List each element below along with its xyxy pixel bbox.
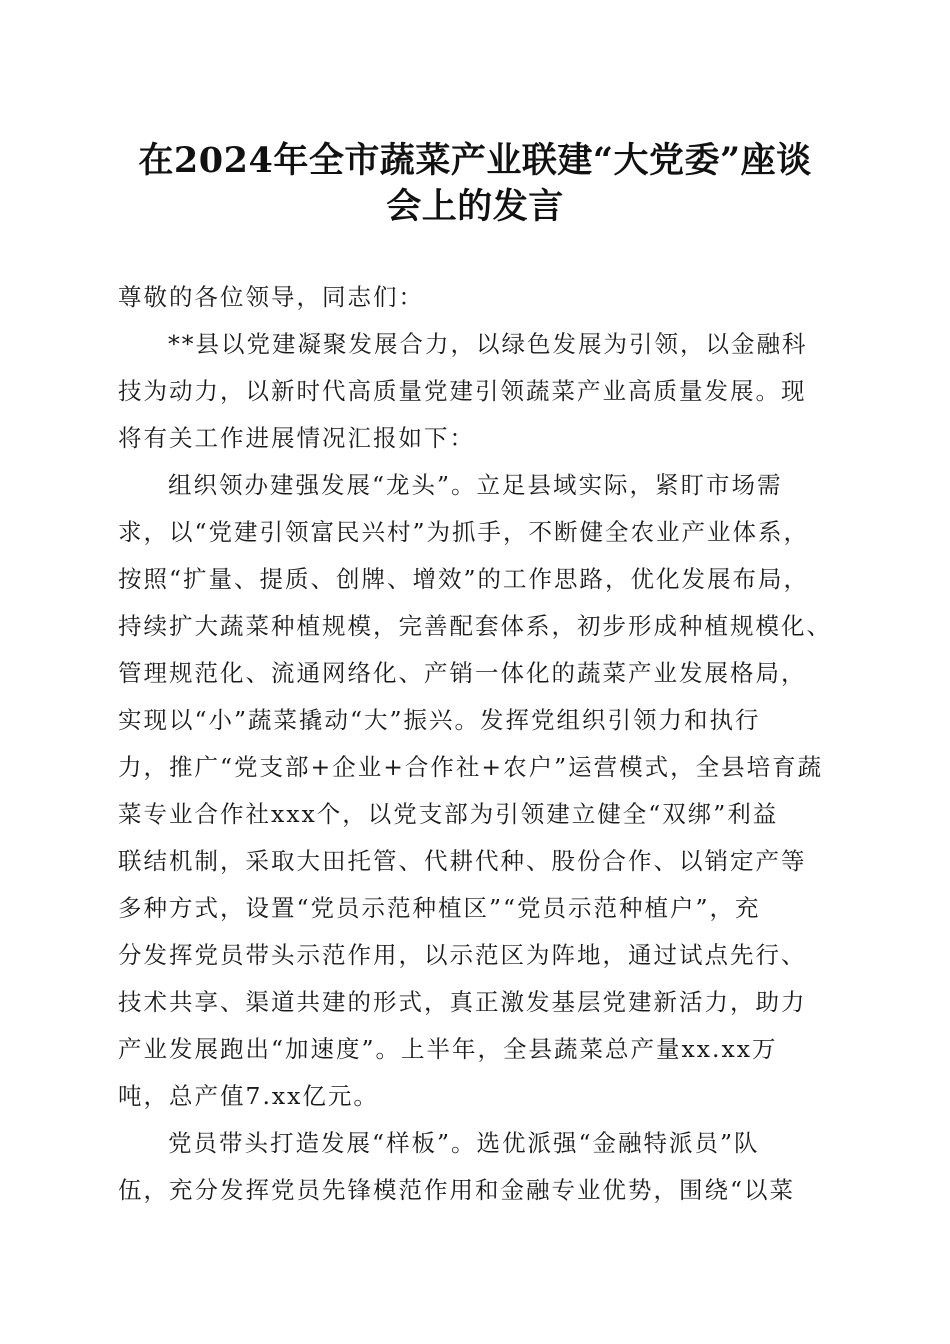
paragraph-line: 将有关工作进展情况汇报如下： — [118, 424, 475, 452]
paragraph-party-members — [118, 1120, 840, 1214]
paragraph-line: 持续扩大蔬菜种植规模，完善配套体系，初步形成种植规模化、 — [118, 612, 832, 640]
paragraph-line: 技术共享、渠道共建的形式，真正激发基层党建新活力，助力 — [118, 988, 807, 1016]
paragraph-organization — [118, 462, 840, 1120]
paragraph-intro — [118, 321, 840, 462]
paragraph-line: 党员带头打造发展“样板”。选优派强“金融特派员”队 — [168, 1129, 760, 1157]
paragraph-line: 组织领办建强发展“龙头”。立足县域实际，紧盯市场需 — [168, 471, 783, 499]
paragraph-line: **县以党建凝聚发展合力，以绿色发展为引领，以金融科 — [168, 330, 808, 358]
paragraph-line: 菜专业合作社xxx个，以党支部为引领建立健全“双绑”利益 — [118, 800, 779, 828]
paragraph-line: 按照“扩量、提质、创牌、增效”的工作思路，优化发展布局， — [118, 565, 810, 593]
paragraph-line: 多种方式，设置“党员示范种植区”“党员示范种植户”，充 — [118, 894, 761, 922]
paragraph-line: 力，推广“党支部+企业+合作社+农户”运营模式，全县培育蔬 — [118, 753, 824, 781]
paragraph-line: 分发挥党员带头示范作用，以示范区为阵地，通过试点先行、 — [118, 941, 807, 969]
paragraph-line: 求，以“党建引领富民兴村”为抓手，不断健全农业产业体系， — [118, 518, 810, 546]
paragraph-line: 产业发展跑出“加速度”。上半年，全县蔬菜总产量xx.xx万 — [118, 1035, 778, 1063]
paragraph-line: 联结机制，采取大田托管、代耕代种、股份合作、以销定产等 — [118, 847, 807, 875]
salutation: 尊敬的各位领导，同志们： — [118, 283, 424, 311]
document-title-line-1: 在2024年全市蔬菜产业联建“大党委”座谈 — [138, 140, 812, 181]
paragraph-line: 技为动力，以新时代高质量党建引领蔬菜产业高质量发展。现 — [118, 377, 807, 405]
paragraph-line: 实现以“小”蔬菜撬动“大”振兴。发挥党组织引领力和执行 — [118, 706, 761, 734]
document-title-line-2: 会上的发言 — [386, 186, 564, 227]
paragraph-line: 管理规范化、流通网络化、产销一体化的蔬菜产业发展格局， — [118, 659, 807, 687]
paragraph-line: 吨，总产值7.xx亿元。 — [118, 1082, 379, 1110]
paragraph-line: 伍，充分发挥党员先锋模范作用和金融专业优势，围绕“以菜 — [118, 1176, 796, 1204]
document-body — [118, 274, 840, 1214]
